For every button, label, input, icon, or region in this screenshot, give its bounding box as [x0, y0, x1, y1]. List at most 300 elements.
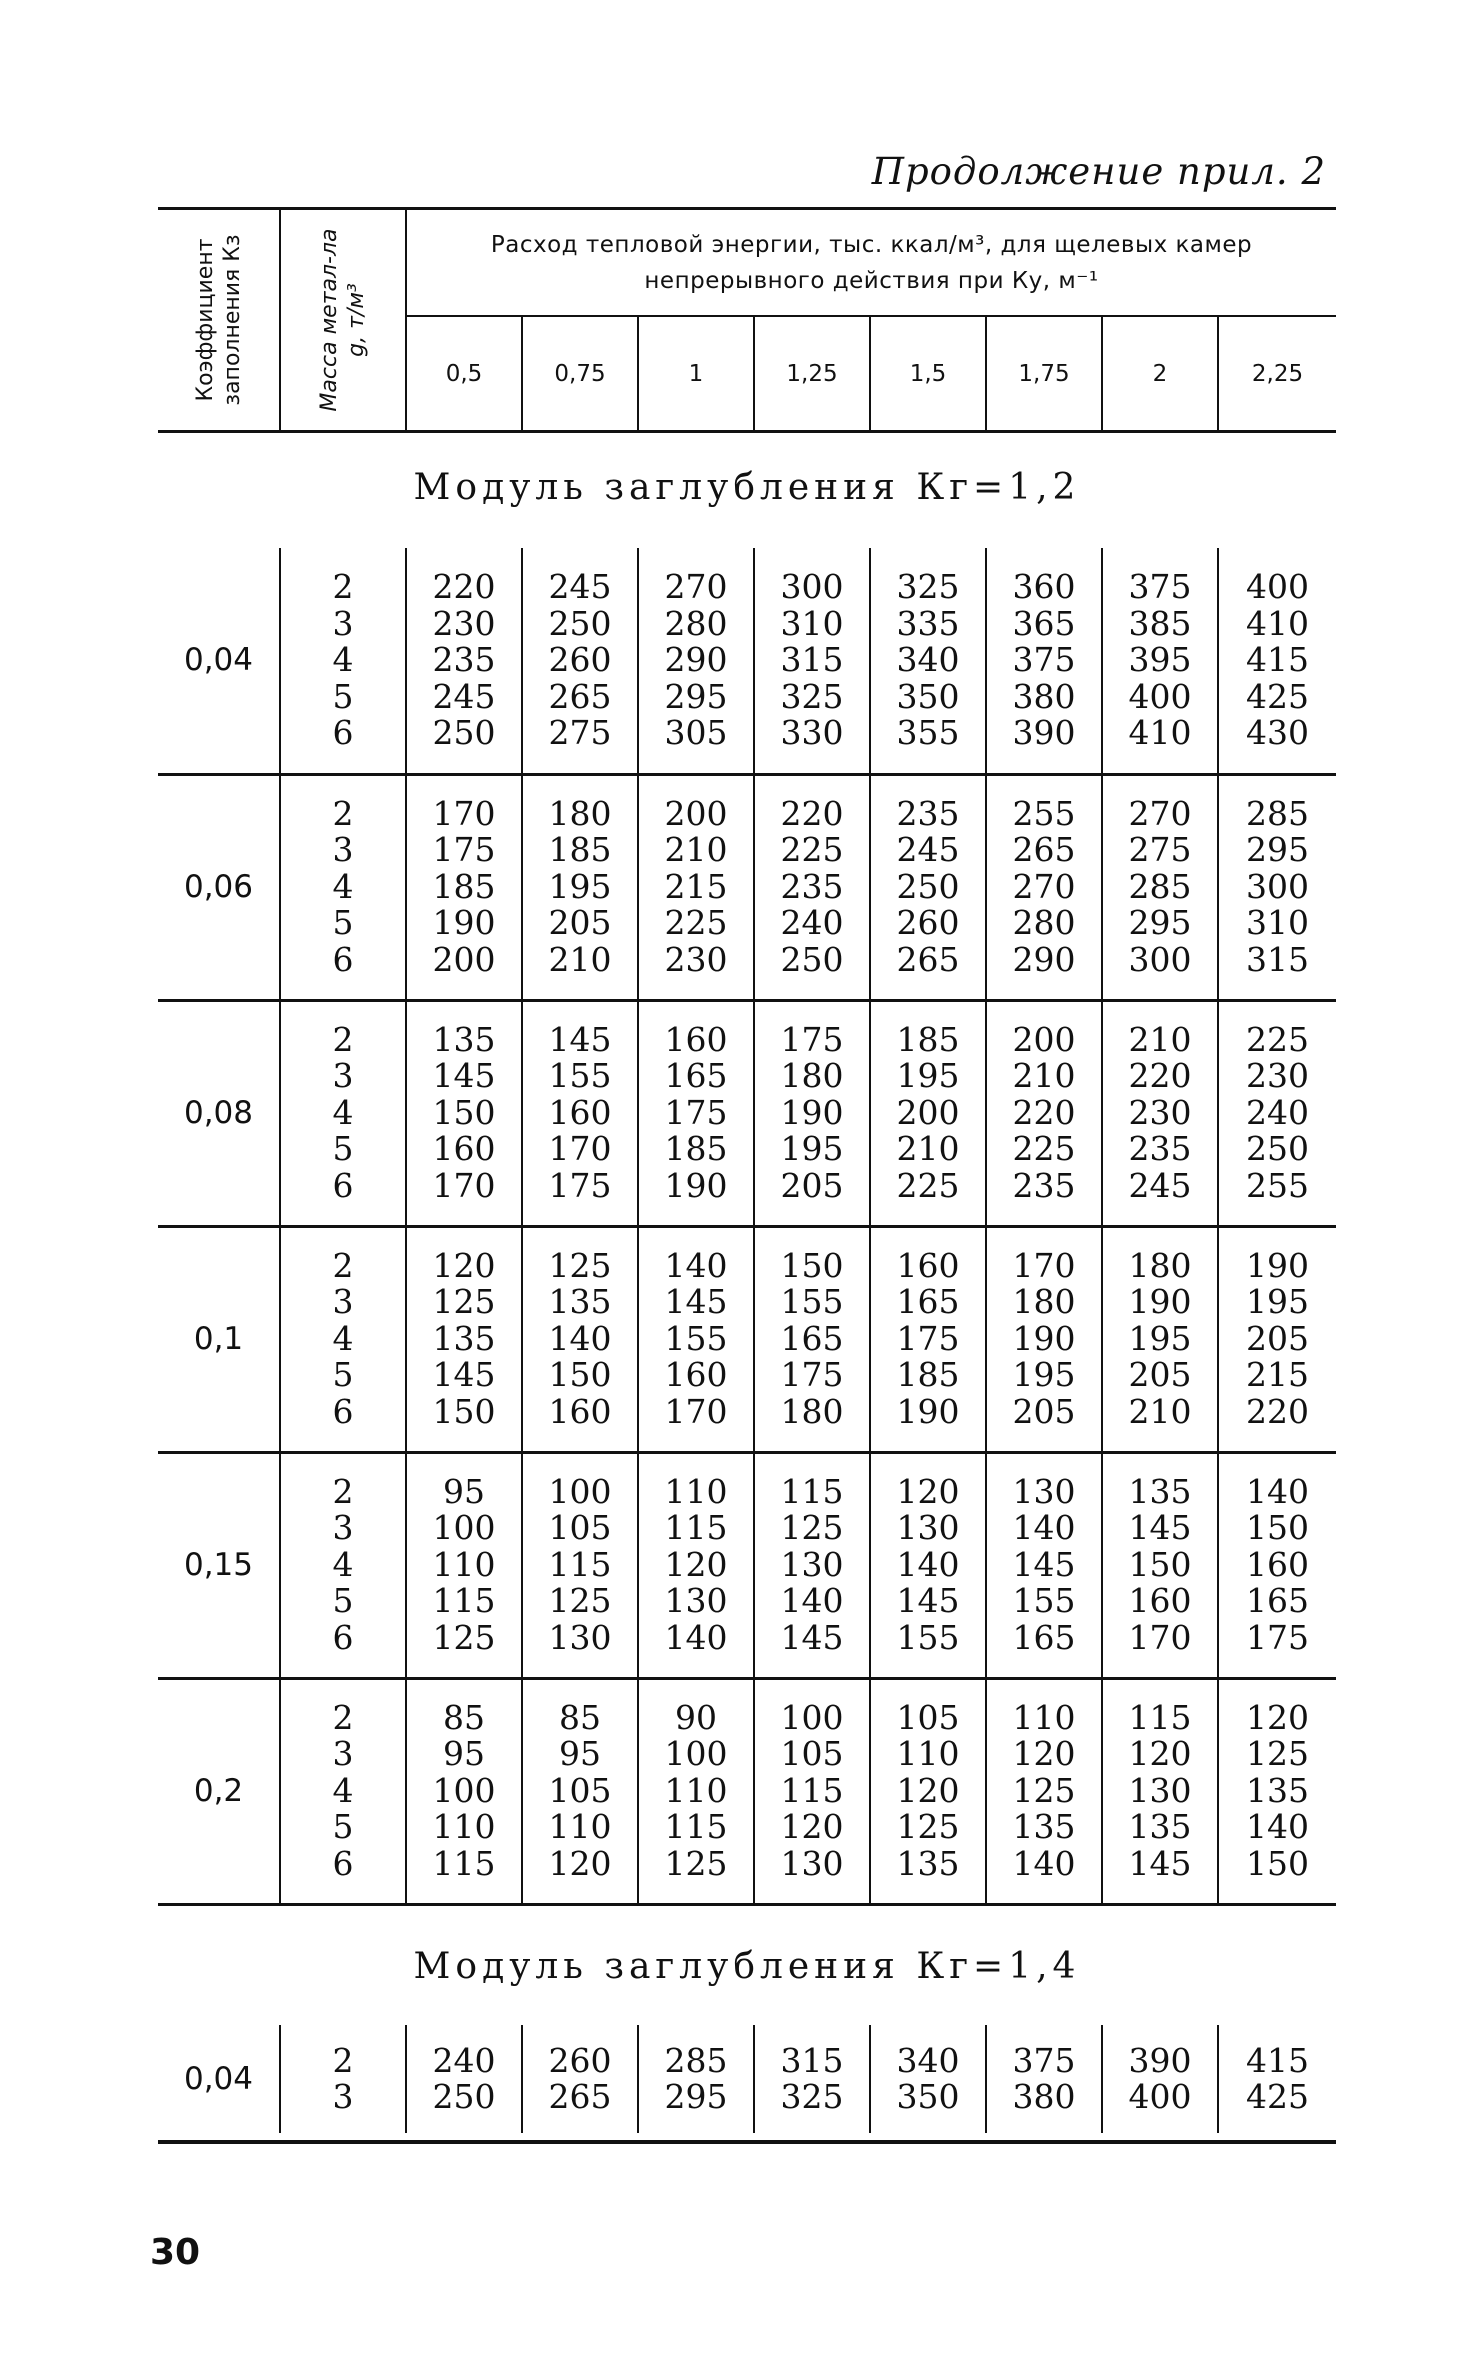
energy-value: 175 — [664, 1092, 728, 1132]
energy-value: 185 — [896, 1355, 960, 1395]
energy-value: 115 — [548, 1544, 612, 1584]
mass-value: 2 — [332, 1471, 354, 1511]
energy-value: 170 — [432, 1165, 496, 1205]
mass-value: 6 — [332, 1617, 354, 1657]
energy-value: 400 — [1128, 2077, 1192, 2116]
header-caption-line1: Расход тепловой энергии, тыс. ккал/м³, для щелевых камер — [490, 231, 1253, 258]
header-ky-cell: 2 — [1102, 316, 1218, 432]
energy-value: 130 — [780, 1544, 844, 1584]
energy-value: 100 — [548, 1471, 612, 1511]
energy-value: 185 — [432, 866, 496, 906]
energy-value: 225 — [664, 903, 728, 943]
header-caption-line2: непрерывного действия при Ку, м⁻¹ — [644, 267, 1099, 294]
energy-value-cell — [638, 2025, 754, 2133]
energy-value: 280 — [664, 603, 728, 643]
mass-value: 3 — [332, 2077, 354, 2116]
energy-value: 285 — [1246, 793, 1309, 833]
header-mass — [280, 209, 406, 432]
energy-value: 235 — [432, 640, 496, 679]
energy-value-cell — [754, 1226, 870, 1452]
energy-value: 175 — [780, 1019, 844, 1059]
energy-value-cell — [638, 1226, 754, 1452]
energy-value: 265 — [896, 939, 960, 979]
energy-value: 120 — [432, 1245, 496, 1285]
energy-value: 300 — [1246, 866, 1309, 906]
energy-value: 255 — [1012, 793, 1076, 833]
mass-value: 4 — [332, 1770, 354, 1810]
energy-value: 125 — [1012, 1770, 1076, 1810]
energy-value: 375 — [1128, 567, 1192, 606]
energy-value: 120 — [896, 1770, 960, 1810]
section-title-1: Модуль заглубления Кг=1,2 — [413, 467, 1081, 508]
energy-value: 155 — [780, 1282, 844, 1322]
fill-coef-cell: 0,15 — [183, 1546, 254, 1583]
energy-value: 140 — [1012, 1843, 1076, 1883]
energy-value: 305 — [664, 713, 728, 752]
mass-value: 2 — [332, 793, 354, 833]
energy-value: 260 — [896, 903, 960, 943]
energy-value-cell — [870, 2025, 986, 2133]
energy-value: 165 — [1012, 1617, 1076, 1657]
table-row — [158, 1678, 1336, 1904]
bottom-rule — [158, 2140, 1336, 2144]
mass-cell — [280, 2025, 406, 2133]
mass-value: 5 — [332, 903, 354, 943]
energy-value: 130 — [548, 1617, 612, 1657]
energy-value: 275 — [548, 713, 612, 752]
energy-value: 250 — [780, 939, 844, 979]
mass-value: 4 — [332, 866, 354, 906]
energy-value: 110 — [432, 1807, 496, 1847]
energy-value: 415 — [1246, 640, 1309, 679]
mass-value: 5 — [332, 1355, 354, 1395]
energy-value: 140 — [1246, 1471, 1309, 1511]
energy-value-cell — [1218, 548, 1336, 774]
energy-value: 105 — [548, 1770, 612, 1810]
mass-cell — [280, 1000, 406, 1226]
energy-value: 325 — [780, 2077, 844, 2116]
energy-value: 145 — [896, 1581, 960, 1621]
energy-value: 115 — [432, 1581, 496, 1621]
energy-value: 210 — [664, 830, 728, 870]
energy-value: 425 — [1246, 2077, 1309, 2116]
energy-value: 315 — [780, 2040, 844, 2080]
energy-value-cell — [638, 1000, 754, 1226]
energy-value-cell — [522, 774, 638, 1000]
energy-value: 395 — [1128, 640, 1192, 679]
energy-value: 225 — [780, 830, 844, 870]
header-ky-cell: 2,25 — [1218, 316, 1336, 432]
energy-value: 225 — [1012, 1129, 1076, 1169]
mass-value: 3 — [332, 603, 354, 643]
energy-value: 185 — [896, 1019, 960, 1059]
energy-value: 105 — [896, 1697, 960, 1737]
energy-value: 115 — [1128, 1697, 1192, 1737]
energy-value: 90 — [675, 1697, 717, 1737]
energy-value: 180 — [780, 1056, 844, 1096]
energy-value: 295 — [664, 2077, 728, 2116]
mass-value: 2 — [332, 567, 354, 606]
energy-value: 240 — [432, 2040, 496, 2080]
mass-value: 5 — [332, 1581, 354, 1621]
fill-coef-cell: 0,1 — [193, 1320, 244, 1357]
energy-value: 400 — [1246, 567, 1309, 606]
energy-value: 205 — [1246, 1318, 1309, 1358]
energy-value: 190 — [1012, 1318, 1076, 1358]
energy-value: 190 — [780, 1092, 844, 1132]
energy-value: 110 — [664, 1471, 728, 1511]
energy-value: 150 — [1246, 1508, 1309, 1548]
energy-value: 130 — [780, 1843, 844, 1883]
energy-value-cell — [1102, 1452, 1218, 1678]
mass-value: 5 — [332, 676, 354, 716]
energy-value: 280 — [1012, 903, 1076, 943]
energy-value: 205 — [1012, 1391, 1076, 1431]
energy-value-cell — [522, 1678, 638, 1904]
energy-value: 125 — [548, 1245, 612, 1285]
energy-value: 390 — [1128, 2040, 1192, 2080]
energy-value: 190 — [1128, 1282, 1192, 1322]
energy-value: 130 — [664, 1581, 728, 1621]
energy-value: 210 — [1128, 1019, 1192, 1059]
energy-value: 150 — [1128, 1544, 1192, 1584]
energy-value: 175 — [432, 830, 496, 870]
energy-value: 100 — [432, 1770, 496, 1810]
energy-value: 95 — [443, 1471, 485, 1511]
energy-value: 125 — [780, 1508, 844, 1548]
header-ky-cell: 0,75 — [522, 316, 638, 432]
energy-value-cell — [1102, 1678, 1218, 1904]
mass-value: 3 — [332, 1282, 354, 1322]
energy-value: 360 — [1012, 567, 1076, 606]
energy-value-cell — [638, 1452, 754, 1678]
energy-value-cell — [406, 1678, 522, 1904]
energy-value-cell — [870, 774, 986, 1000]
energy-value: 110 — [432, 1544, 496, 1584]
energy-value: 120 — [780, 1807, 844, 1847]
energy-value-cell — [522, 548, 638, 774]
energy-value: 200 — [432, 939, 496, 979]
energy-value: 135 — [1128, 1807, 1192, 1847]
energy-value: 180 — [780, 1391, 844, 1431]
energy-value: 160 — [548, 1092, 612, 1132]
energy-value: 155 — [896, 1617, 960, 1657]
energy-value: 220 — [432, 567, 496, 606]
energy-value: 250 — [896, 866, 960, 906]
energy-value: 335 — [896, 603, 960, 643]
energy-value: 250 — [432, 713, 496, 752]
energy-value: 245 — [1128, 1165, 1192, 1205]
energy-value: 230 — [1246, 1056, 1309, 1096]
energy-value: 190 — [1246, 1245, 1309, 1285]
energy-value: 245 — [896, 830, 960, 870]
energy-value: 95 — [559, 1734, 601, 1774]
energy-value: 160 — [664, 1019, 728, 1059]
mass-value: 4 — [332, 1544, 354, 1584]
energy-value-cell — [754, 1000, 870, 1226]
energy-value: 235 — [1012, 1165, 1076, 1205]
energy-value: 375 — [1012, 640, 1076, 679]
table-row — [158, 548, 1336, 774]
energy-value: 160 — [432, 1129, 496, 1169]
energy-value-cell — [638, 1678, 754, 1904]
energy-value: 150 — [432, 1092, 496, 1132]
energy-value: 315 — [1246, 939, 1309, 979]
energy-value: 295 — [1128, 903, 1192, 943]
energy-value: 250 — [548, 603, 612, 643]
header-caption — [406, 209, 1336, 317]
energy-value: 255 — [1246, 1165, 1309, 1205]
energy-value-cell — [986, 548, 1102, 774]
energy-value: 195 — [1012, 1355, 1076, 1395]
header-ky-cell: 1,25 — [754, 316, 870, 432]
mass-value: 6 — [332, 1391, 354, 1431]
energy-value: 155 — [1012, 1581, 1076, 1621]
energy-value: 210 — [1128, 1391, 1192, 1431]
energy-value: 100 — [432, 1508, 496, 1548]
energy-value: 210 — [896, 1129, 960, 1169]
energy-value: 165 — [780, 1318, 844, 1358]
energy-value-cell — [870, 1226, 986, 1452]
mass-value: 2 — [332, 2040, 354, 2080]
energy-value: 200 — [1012, 1019, 1076, 1059]
energy-value: 380 — [1012, 676, 1076, 716]
energy-value: 170 — [664, 1391, 728, 1431]
energy-value: 410 — [1128, 713, 1192, 752]
table-section-2 — [158, 2025, 1336, 2133]
mass-cell — [280, 1226, 406, 1452]
energy-value: 140 — [1012, 1508, 1076, 1548]
energy-value: 270 — [664, 567, 728, 606]
fill-coef-cell: 0,04 — [183, 2060, 254, 2097]
energy-value: 230 — [432, 603, 496, 643]
energy-value: 140 — [664, 1245, 728, 1285]
energy-value: 275 — [1128, 830, 1192, 870]
energy-value: 400 — [1128, 676, 1192, 716]
fill-coef-cell: 0,04 — [183, 642, 254, 678]
energy-value: 135 — [1246, 1770, 1309, 1810]
energy-value: 310 — [780, 603, 844, 643]
energy-value: 415 — [1246, 2040, 1309, 2080]
energy-value: 260 — [548, 640, 612, 679]
mass-value: 2 — [332, 1697, 354, 1737]
energy-value: 135 — [1012, 1807, 1076, 1847]
energy-value: 225 — [1246, 1019, 1309, 1059]
energy-value: 160 — [1246, 1544, 1309, 1584]
energy-value: 220 — [1012, 1092, 1076, 1132]
energy-value: 105 — [780, 1734, 844, 1774]
energy-value: 145 — [1128, 1508, 1192, 1548]
header-ky-cell: 1 — [638, 316, 754, 432]
energy-value: 285 — [664, 2040, 728, 2080]
energy-value-cell — [638, 548, 754, 774]
energy-value: 325 — [896, 567, 960, 606]
energy-value-cell — [986, 1678, 1102, 1904]
energy-value-cell — [1102, 1226, 1218, 1452]
energy-value: 185 — [664, 1129, 728, 1169]
energy-value: 130 — [1128, 1770, 1192, 1810]
energy-value-cell — [754, 1678, 870, 1904]
table-row — [158, 1452, 1336, 1678]
energy-value: 190 — [432, 903, 496, 943]
energy-value: 190 — [896, 1391, 960, 1431]
energy-value: 135 — [548, 1282, 612, 1322]
energy-value-cell — [1218, 1452, 1336, 1678]
energy-value-cell — [1218, 1678, 1336, 1904]
energy-value-cell — [986, 1226, 1102, 1452]
energy-value: 215 — [664, 866, 728, 906]
mass-value: 4 — [332, 1092, 354, 1132]
energy-value: 85 — [443, 1697, 485, 1737]
energy-value: 125 — [1246, 1734, 1309, 1774]
energy-value: 250 — [432, 2077, 496, 2116]
energy-value: 140 — [896, 1544, 960, 1584]
page-number: 30 — [150, 2232, 201, 2273]
energy-value: 150 — [780, 1245, 844, 1285]
mass-cell — [280, 1678, 406, 1904]
energy-value: 250 — [1246, 1129, 1309, 1169]
mass-value: 2 — [332, 1019, 354, 1059]
energy-value-cell — [754, 2025, 870, 2133]
energy-value-cell — [1102, 1000, 1218, 1226]
table-row — [158, 2025, 1336, 2133]
fill-coef-cell: 0,06 — [183, 868, 254, 905]
energy-value: 175 — [780, 1355, 844, 1395]
energy-value: 170 — [548, 1129, 612, 1169]
energy-value-cell — [1218, 1000, 1336, 1226]
energy-value: 135 — [432, 1318, 496, 1358]
energy-value-cell — [406, 774, 522, 1000]
energy-value-cell — [406, 1452, 522, 1678]
section-title-2: Модуль заглубления Кг=1,4 — [413, 1946, 1081, 1987]
energy-value-cell — [406, 1000, 522, 1226]
energy-value-cell — [986, 1452, 1102, 1678]
energy-value: 225 — [896, 1165, 960, 1205]
mass-value: 4 — [332, 640, 354, 679]
energy-value: 380 — [1012, 2077, 1076, 2116]
header-ky-cell: 1,75 — [986, 316, 1102, 432]
energy-value: 135 — [432, 1019, 496, 1059]
energy-value: 265 — [1012, 830, 1076, 870]
energy-value: 165 — [896, 1282, 960, 1322]
table-row — [158, 1000, 1336, 1226]
energy-value: 325 — [780, 676, 844, 716]
energy-value: 115 — [432, 1843, 496, 1883]
energy-value: 145 — [548, 1019, 612, 1059]
energy-value: 105 — [548, 1508, 612, 1548]
energy-value: 430 — [1246, 713, 1309, 752]
energy-value: 350 — [896, 676, 960, 716]
mass-value: 4 — [332, 1318, 354, 1358]
energy-value: 355 — [896, 713, 960, 752]
energy-value: 300 — [1128, 939, 1192, 979]
energy-value: 140 — [1246, 1807, 1309, 1847]
energy-value-cell — [754, 1452, 870, 1678]
energy-value-cell — [522, 1000, 638, 1226]
energy-value-cell — [986, 774, 1102, 1000]
energy-value: 295 — [1246, 830, 1309, 870]
mass-value: 3 — [332, 830, 354, 870]
energy-value: 260 — [548, 2040, 612, 2080]
energy-value-cell — [1218, 2025, 1336, 2133]
energy-value: 140 — [780, 1581, 844, 1621]
energy-value: 125 — [432, 1617, 496, 1657]
energy-value: 340 — [896, 2040, 960, 2080]
energy-value: 95 — [443, 1734, 485, 1774]
energy-value: 130 — [896, 1508, 960, 1548]
energy-value: 125 — [432, 1282, 496, 1322]
energy-value: 125 — [548, 1581, 612, 1621]
energy-value: 235 — [780, 866, 844, 906]
energy-value-cell — [986, 2025, 1102, 2133]
energy-value: 195 — [1246, 1282, 1309, 1322]
header-fill-coef-label: Коэффициент заполнения Кз — [192, 234, 245, 406]
energy-value: 140 — [664, 1617, 728, 1657]
energy-value: 115 — [780, 1471, 844, 1511]
energy-value: 240 — [780, 903, 844, 943]
energy-value: 245 — [548, 567, 612, 606]
energy-value: 175 — [1246, 1617, 1309, 1657]
energy-value: 150 — [1246, 1843, 1309, 1883]
energy-value: 240 — [1246, 1092, 1309, 1132]
energy-value: 110 — [896, 1734, 960, 1774]
mass-value: 2 — [332, 1245, 354, 1285]
mass-cell — [280, 548, 406, 774]
energy-value: 290 — [664, 640, 728, 679]
energy-value: 130 — [1012, 1471, 1076, 1511]
energy-value: 135 — [1128, 1471, 1192, 1511]
energy-value: 145 — [1128, 1843, 1192, 1883]
energy-value-cell — [754, 548, 870, 774]
energy-value: 160 — [664, 1355, 728, 1395]
table-section-1 — [158, 548, 1336, 1906]
energy-value-cell — [406, 2025, 522, 2133]
energy-value-cell — [870, 1678, 986, 1904]
energy-value: 155 — [548, 1056, 612, 1096]
energy-value: 410 — [1246, 603, 1309, 643]
energy-value: 175 — [896, 1318, 960, 1358]
energy-value: 200 — [664, 793, 728, 833]
energy-value: 200 — [896, 1092, 960, 1132]
energy-value: 220 — [1128, 1056, 1192, 1096]
energy-value: 160 — [548, 1391, 612, 1431]
energy-value: 145 — [1012, 1544, 1076, 1584]
energy-value-cell — [522, 1226, 638, 1452]
energy-value: 140 — [548, 1318, 612, 1358]
energy-value: 210 — [1012, 1056, 1076, 1096]
fill-coef-cell: 0,08 — [183, 1094, 254, 1131]
energy-value: 220 — [1246, 1391, 1309, 1431]
energy-value-cell — [406, 1226, 522, 1452]
energy-value: 340 — [896, 640, 960, 679]
table-row — [158, 774, 1336, 1000]
energy-value: 145 — [780, 1617, 844, 1657]
energy-value: 425 — [1246, 676, 1309, 716]
energy-value: 100 — [664, 1734, 728, 1774]
table-row — [158, 1226, 1336, 1452]
energy-value: 145 — [664, 1282, 728, 1322]
energy-value: 190 — [664, 1165, 728, 1205]
energy-value: 220 — [780, 793, 844, 833]
header-ky-cell: 1,5 — [870, 316, 986, 432]
energy-value: 100 — [780, 1697, 844, 1737]
energy-value: 180 — [548, 793, 612, 833]
energy-value: 270 — [1012, 866, 1076, 906]
mass-value: 5 — [332, 1807, 354, 1847]
energy-value: 385 — [1128, 603, 1192, 643]
mass-value: 3 — [332, 1508, 354, 1548]
header-mass-label: Масса метал-ла g, т/м³ — [317, 228, 369, 412]
